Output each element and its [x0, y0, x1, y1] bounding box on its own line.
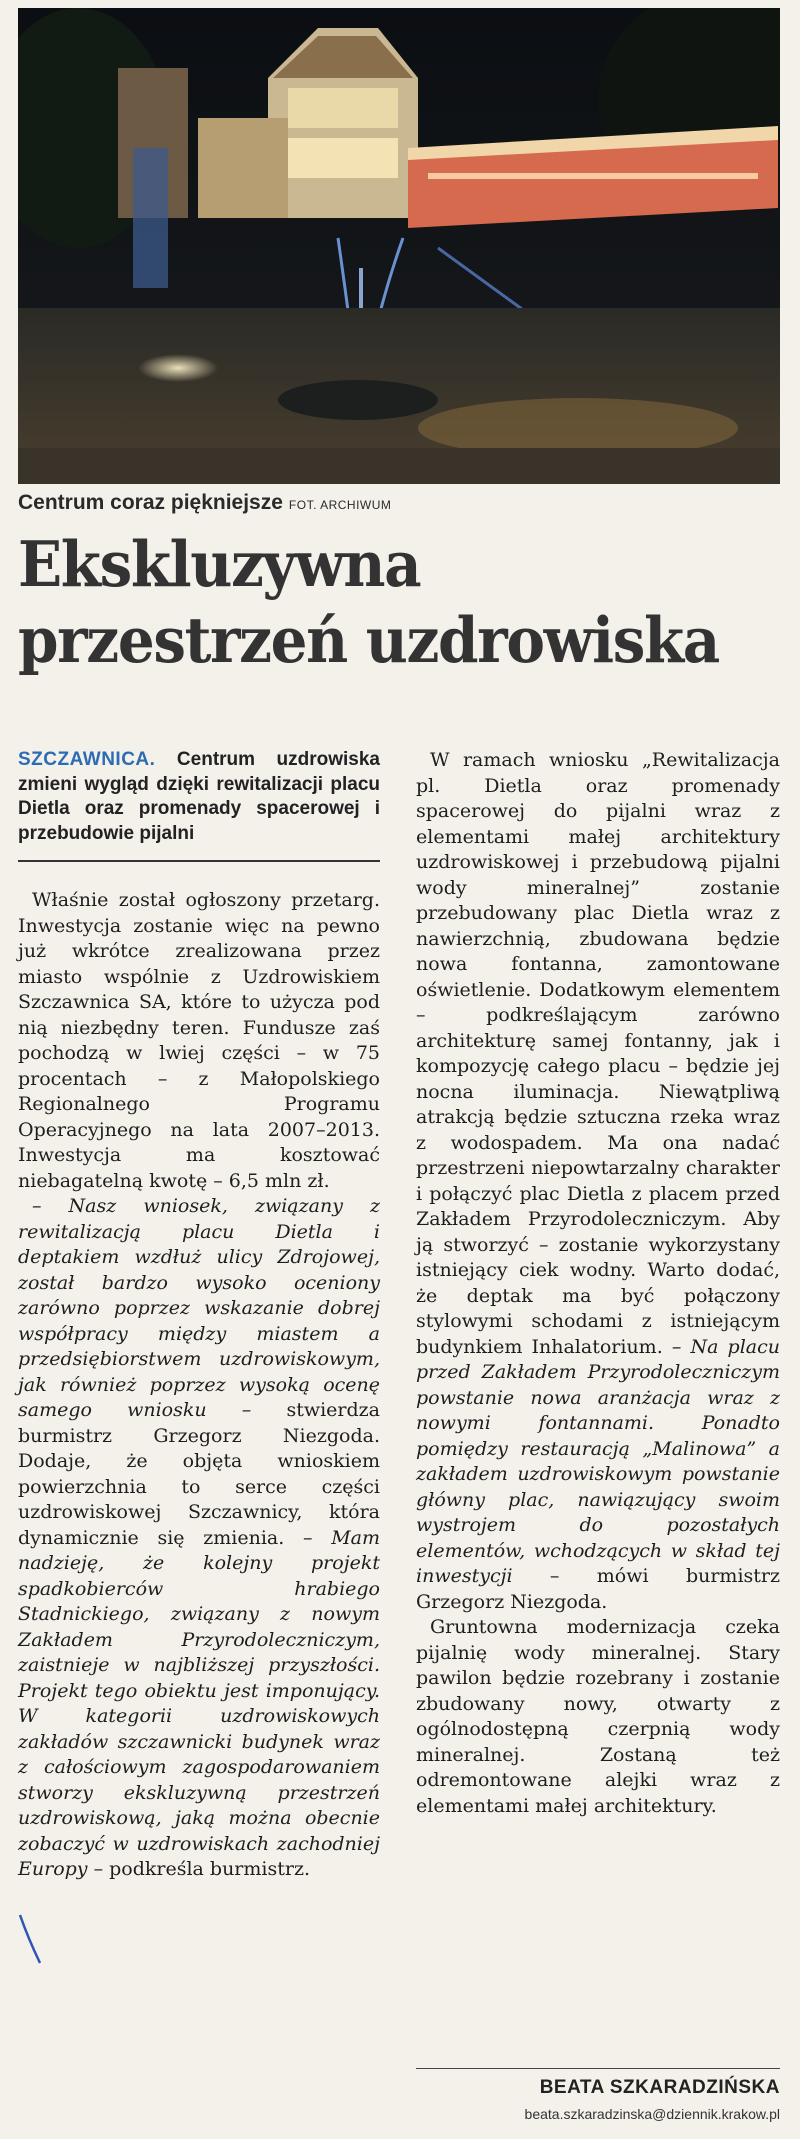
lead-place: SZCZAWNICA.: [18, 749, 156, 770]
pen-mark-icon: [18, 1913, 48, 1973]
paragraph-2-after: – stwierdza burmistrz Grzegorz Niezgoda. Dodaje, że objęta wnioskiem powierzchnia to serce części uzdrowiskowej Szczawnicy, która dynamicznie się zmienia.: [18, 1399, 380, 1549]
column-left: [18, 748, 380, 1883]
paragraph-3-end: – mówi burmistrz Grzegorz Niezgoda.: [416, 1565, 780, 1613]
author-email: beata.szkaradzinska@dziennik.krakow.pl: [524, 2106, 780, 2122]
article-lead: [18, 748, 380, 846]
caption-text: Centrum coraz piękniejsze: [18, 491, 283, 514]
paragraph-3: [416, 748, 780, 1615]
quote-2: – Mam nadzieję, że kolejny projekt spadkobierców hrabiego Stadnickiego, związany z nowym Zakładem Przyrodoleczniczym, zaistnieje w najbliższej przyszłości. Projekt tego obiektu jest imponujący. W kategorii uzdrowiskowych zakładów szczawnicki budynek wraz z całościowym zagospodarowaniem stworzy ekskluzywną przestrzeń uzdrowiskową, jaką można obecnie zobaczyć w uzdrowiskach zachodniej Europy: [18, 1526, 381, 1880]
quote-1: – Nasz wniosek, związany z rewitalizacją placu Dietla i deptakiem wzdłuż ulicy Zdrojowej, został bardzo wysoko oceniony zarówno poprzez wskazanie dobrej współpracy między miastem a przedsiębiorstwem uzdrowiskowym, jak również poprzez wysoką ocenę samego wniosku: [18, 1195, 380, 1421]
night-spa-photo-icon: [18, 8, 780, 484]
newspaper-clipping: [18, 8, 780, 2132]
lead-divider: [18, 860, 380, 862]
paragraph-2: [18, 1194, 380, 1883]
headline-line-1: Ekskluzywna: [18, 527, 421, 601]
article-photo: [18, 8, 780, 484]
column-right: [416, 748, 780, 1819]
paragraph-1: Właśnie został ogłoszony przetarg. Inwestycja zostanie więc na pewno już wkrótce zrealizowana przez miasto wspólnie z Uzdrowiskiem Szczawnica SA, które to użycza pod nią niezbędny teren. Fundusze zaś pochodzą w lwiej części – w 75 procentach – z Małopolskiego Regionalnego Programu Operacyjnego na lata 2007–2013. Inwestycja ma kosztować niebagatelną kwotę – 6,5 mln zł.: [18, 889, 380, 1192]
photo-caption: [18, 491, 780, 523]
article-headline: [18, 526, 719, 678]
paragraph-3-text: W ramach wniosku „Rewitalizacja pl. Dietla oraz promenady spacerowej do pijalni wraz z elementami małej architektury uzdrowiskowej i przebudową pijalni wody mineralnej” zostanie przebudowany plac Dietla wraz z nawierzchnią, zbudowana będzie nowa fontanna, zamontowane oświetlenie. Dodatkowym elementem – podkreślającym zarówno architekturę samej fontanny, jak i kompozycję całego placu – będzie jej nocna iluminacja. Niewątpliwą atrakcją będzie sztuczna rzeka wraz z wodospadem. Ma ona nadać przestrzeni niepowtarzalny charakter i połączyć plac Dietla z placem przed Zakładem Przyrodoleczniczym. Aby ją stworzyć – zostanie wykorzystany istniejący ciek wodny. Warto dodać, że deptak ma być połączony stylowymi schodami z istniejącym budynkiem Inhalatorium.: [416, 749, 780, 1358]
lead-text: Centrum uzdrowiska zmieni wygląd dzięki rewitalizacji placu Dietla oraz promenady spacerowej i przebudowie pijalni: [18, 749, 380, 844]
paragraph-4: Gruntowna modernizacja czeka pijalnię wody mineralnej. Stary pawilon będzie rozebrany i zostanie zbudowany nowy, otwarty z ogólnodostępną czerpnią wody mineralnej. Zostaną też odremontowane alejki wraz z elementami małej architektury.: [416, 1616, 780, 1817]
author-name: BEATA SZKARADZIŃSKA: [416, 2068, 780, 2099]
paragraph-2-end: – podkreśla burmistrz.: [87, 1858, 311, 1880]
photo-credit: FOT. ARCHIWUM: [288, 498, 392, 512]
quote-3: – Na placu przed Zakładem Przyrodoleczniczym powstanie nowa aranżacja wraz z nowymi fontannami. Ponadto pomiędzy restauracją „Malinowa” a zakładem uzdrowiskowym powstanie główny plac, nawiązujący swoim wystrojem do pozostałych elementów, wchodzących w skład tej inwestycji: [416, 1335, 780, 1587]
headline-line-2: przestrzeń uzdrowiska: [18, 603, 719, 677]
